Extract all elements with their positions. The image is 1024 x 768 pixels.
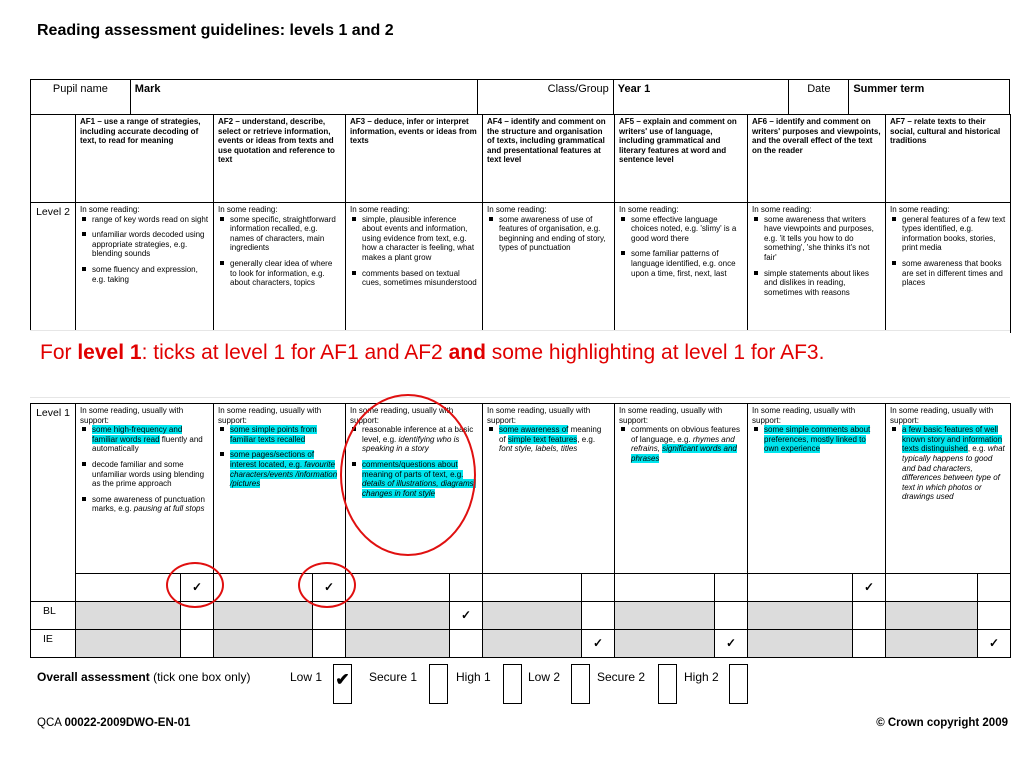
header-af3: AF3 – deduce, infer or interpret information, events or ideas from texts — [346, 115, 483, 203]
ie-row — [31, 630, 1011, 658]
copyright: © Crown copyright 2009 — [876, 717, 1008, 729]
header-af2: AF2 – understand, describe, select or retrieve information, events or ideas from texts and use quotation and reference to text — [214, 115, 346, 203]
header-af7: AF7 – relate texts to their social, cultural and historical traditions — [886, 115, 1011, 203]
level-2-af7: In some reading: general features of a few text types identified, e.g. information books, stories, print media some awareness that books are set in different times and places — [886, 203, 1011, 333]
header-af5: AF5 – explain and comment on writers' use of language, including grammatical and literary features at word and sentence level — [615, 115, 748, 203]
tick-box-ie-af1 — [181, 630, 214, 658]
bl-label: BL — [31, 602, 76, 630]
level-1-af6: In some reading, usually with support: some simple comments about preferences, mostly linked to own experience — [748, 404, 886, 574]
overall-box-low2 — [571, 664, 590, 704]
level-1-af4: In some reading, usually with support: some awareness of meaning of simple text features, e.g. font style, labels, titles — [483, 404, 615, 574]
tick-box-l1-af4 — [582, 574, 615, 602]
annotation-circle-af2 — [298, 562, 356, 608]
class-group-label: Class/Group — [478, 80, 614, 115]
overall-assessment-label: Overall assessment (tick one box only) — [37, 670, 251, 684]
tick-box-bl-af7 — [978, 602, 1011, 630]
overall-box-high2 — [729, 664, 748, 704]
pupil-name-value: Mark — [131, 80, 478, 115]
ie-label: IE — [31, 630, 76, 658]
overall-box-secure2 — [658, 664, 677, 704]
assessment-table-bottom — [30, 403, 1011, 658]
tick-box-ie-af2 — [313, 630, 346, 658]
date-label: Date — [789, 80, 849, 115]
af-header-row — [31, 115, 1011, 203]
level-1-row — [31, 404, 1011, 574]
overall-assessment — [37, 664, 797, 706]
level-2-af2: In some reading: some specific, straightforward information recalled, e.g. names of characters, main ingredients generally clear idea of where to look for information, e.g. about characters, topics — [214, 203, 346, 333]
level-1-af7: In some reading, usually with support: a few basic features of well known story and information texts distinguished, e.g. what typically happens to good and bad characters, differences between type of text in which photos or drawings used — [886, 404, 1011, 574]
assessment-table-top — [30, 114, 1011, 333]
tick-box-bl-af3: ✓ — [450, 602, 483, 630]
level-2-af6: In some reading: some awareness that writers have viewpoints and purposes, e.g. 'it tells you how to do something', 'she thinks it's not fair' simple statements about likes and dislikes in reading, sometimes with reasons — [748, 203, 886, 333]
tick-box-bl-af6 — [853, 602, 886, 630]
tick-box-l1-af1: ✓ — [181, 574, 214, 602]
bl-row — [31, 602, 1011, 630]
overall-option-high2: High 2 — [684, 670, 719, 684]
header-blank — [31, 115, 76, 203]
tick-box-bl-af4 — [582, 602, 615, 630]
overall-box-high1 — [503, 664, 522, 704]
page-title: Reading assessment guidelines: levels 1 and 2 — [37, 22, 394, 39]
tick-box-l1-af7 — [978, 574, 1011, 602]
tick-box-l1-af3 — [450, 574, 483, 602]
level-2-af3: In some reading: simple, plausible inference about events and information, using evidence from text, e.g. how a character is feeling, what makes a plant grow comments based on textual cues, sometimes misunderstood — [346, 203, 483, 333]
level-1-af3: In some reading, usually with support: reasonable inference at a basic level, e.g. identifying who is speaking in a story comments/questions about meaning of parts of text, e.g. details of illustrations, diagrams, changes in font style — [346, 404, 483, 574]
overall-option-low2: Low 2 — [528, 670, 561, 684]
pupil-details-row — [30, 79, 1010, 115]
annotation-circle-af1 — [166, 562, 224, 608]
level-2-af1: In some reading: range of key words read on sight unfamiliar words decoded using appropriate strategies, e.g. blending sounds some fluency and expression, e.g. taking — [76, 203, 214, 333]
level-1-af5: In some reading, usually with support: comments on obvious features of language, e.g. rhymes and refrains, significant words and phrases — [615, 404, 748, 574]
overall-option-low1: Low 1 — [290, 670, 323, 684]
tick-box-ie-af3 — [450, 630, 483, 658]
tick-box-bl-af5 — [715, 602, 748, 630]
level-2-af4: In some reading: some awareness of use of features of organisation, e.g. beginning and ending of story, types of punctuation — [483, 203, 615, 333]
header-af6: AF6 – identify and comment on writers' purposes and viewpoints, and the overall effect of the text on the reader — [748, 115, 886, 203]
document-code: QCA 00022-2009DWO-EN-01 — [37, 717, 191, 729]
header-af1: AF1 – use a range of strategies, including accurate decoding of text, to read for meaning — [76, 115, 214, 203]
level-1-af1: In some reading, usually with support: some high-frequency and familiar words read fluently and automatically decode familiar and some unfamiliar words using blending as the prime approach some awareness of punctuation marks, e.g. pausing at full stops — [76, 404, 214, 574]
overall-option-secure1: Secure 1 — [369, 670, 418, 684]
tick-box-ie-af6 — [853, 630, 886, 658]
tick-box-ie-af4: ✓ — [582, 630, 615, 658]
level-2-label: Level 2 — [31, 203, 76, 333]
level-2-af5: In some reading: some effective language choices noted, e.g. 'slimy' is a good word there some familiar patterns of language identified, e.g. once upon a time, first, next, last — [615, 203, 748, 333]
tick-box-l1-af5 — [715, 574, 748, 602]
tick-box-ie-af5: ✓ — [715, 630, 748, 658]
annotation-circle-af3 — [340, 394, 476, 556]
level-2-row — [31, 203, 1011, 333]
pupil-name-label: Pupil name — [31, 80, 131, 115]
tick-box-ie-af7: ✓ — [978, 630, 1011, 658]
header-af4: AF4 – identify and comment on the structure and organisation of texts, including grammatical and presentational features at text level — [483, 115, 615, 203]
class-group-value: Year 1 — [614, 80, 790, 115]
level-1-af2: In some reading, usually with support: some simple points from familiar texts recalled some pages/sections of interest located, e.g. favourite characters/events /information /pictures — [214, 404, 346, 574]
level-1-label: Level 1 — [31, 404, 76, 602]
overall-option-secure2: Secure 2 — [597, 670, 646, 684]
tick-box-l1-af6: ✓ — [853, 574, 886, 602]
overall-box-secure1 — [429, 664, 448, 704]
tick-box-l1-af2: ✓ — [313, 574, 346, 602]
overall-option-high1: High 1 — [456, 670, 491, 684]
overall-box-low1: ✔ — [333, 664, 352, 704]
annotation-banner — [30, 330, 1010, 398]
annotation-text: For level 1: ticks at level 1 for AF1 and AF2 and some highlighting at level 1 for AF3. — [40, 341, 825, 364]
date-value: Summer term — [853, 83, 925, 95]
